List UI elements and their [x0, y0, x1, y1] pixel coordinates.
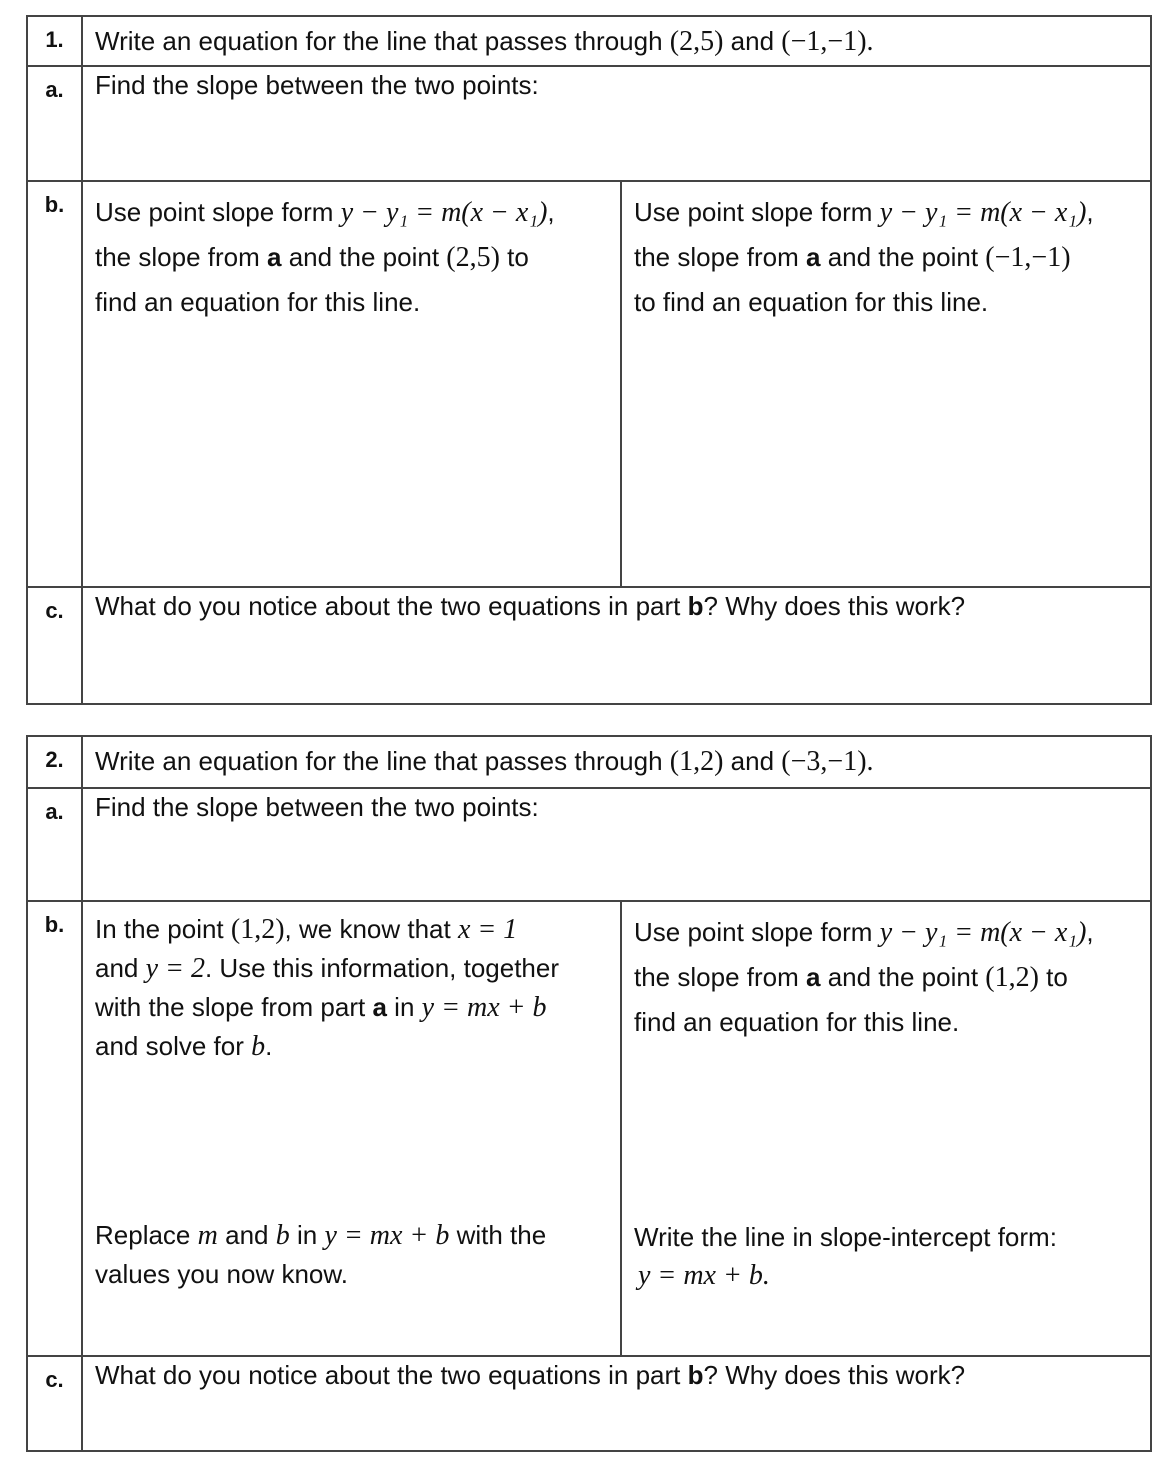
part-a-text: Find the slope between the two points:	[82, 66, 1151, 181]
part-c-text: What do you notice about the two equations in part b? Why does this work?	[82, 587, 1151, 704]
problem-1-prompt: Write an equation for the line that passes through (2,5) and (−1,−1).	[82, 16, 1151, 66]
part-c-text: What do you notice about the two equations in part b? Why does this work?	[82, 1356, 1151, 1451]
part-b-right-cell: Use point slope form y − y₁ = m(x − x₁), the slope from a and the point (1,2) to find an equation for this line. Write the line in slope-intercept form: y = mx + b.	[621, 901, 1151, 1356]
problem-1-table	[26, 15, 1152, 705]
problem-2-table	[26, 735, 1152, 1452]
part-b-right-cell: Use point slope form y − y₁ = m(x − x₁), the slope from a and the point (−1,−1) to find an equation for this line.	[621, 181, 1151, 587]
part-c-label: c.	[27, 1356, 82, 1451]
part-c-label: c.	[27, 587, 82, 704]
part-a-label: a.	[27, 788, 82, 901]
part-a-text: Find the slope between the two points:	[82, 788, 1151, 901]
part-b-left-cell: In the point (1,2), we know that x = 1 and y = 2. Use this information, together with the slope from part a in y = mx + b and solve for b. Replace m and b in y = mx + b with the values you now know.	[82, 901, 621, 1356]
problem-1-number: 1.	[27, 16, 82, 66]
slope-intercept-instruction: Write the line in slope-intercept form: y = mx + b.	[634, 1222, 1057, 1291]
replace-instruction: Replace m and b in y = mx + b with the values you now know.	[95, 1220, 547, 1289]
part-b-label: b.	[27, 901, 82, 1356]
problem-2-number: 2.	[27, 736, 82, 788]
part-b-left-cell: Use point slope form y − y₁ = m(x − x₁), the slope from a and the point (2,5) to find an equation for this line.	[82, 181, 621, 587]
part-a-label: a.	[27, 66, 82, 181]
problem-2-prompt: Write an equation for the line that passes through (1,2) and (−3,−1).	[82, 736, 1151, 788]
part-b-label: b.	[27, 181, 82, 587]
